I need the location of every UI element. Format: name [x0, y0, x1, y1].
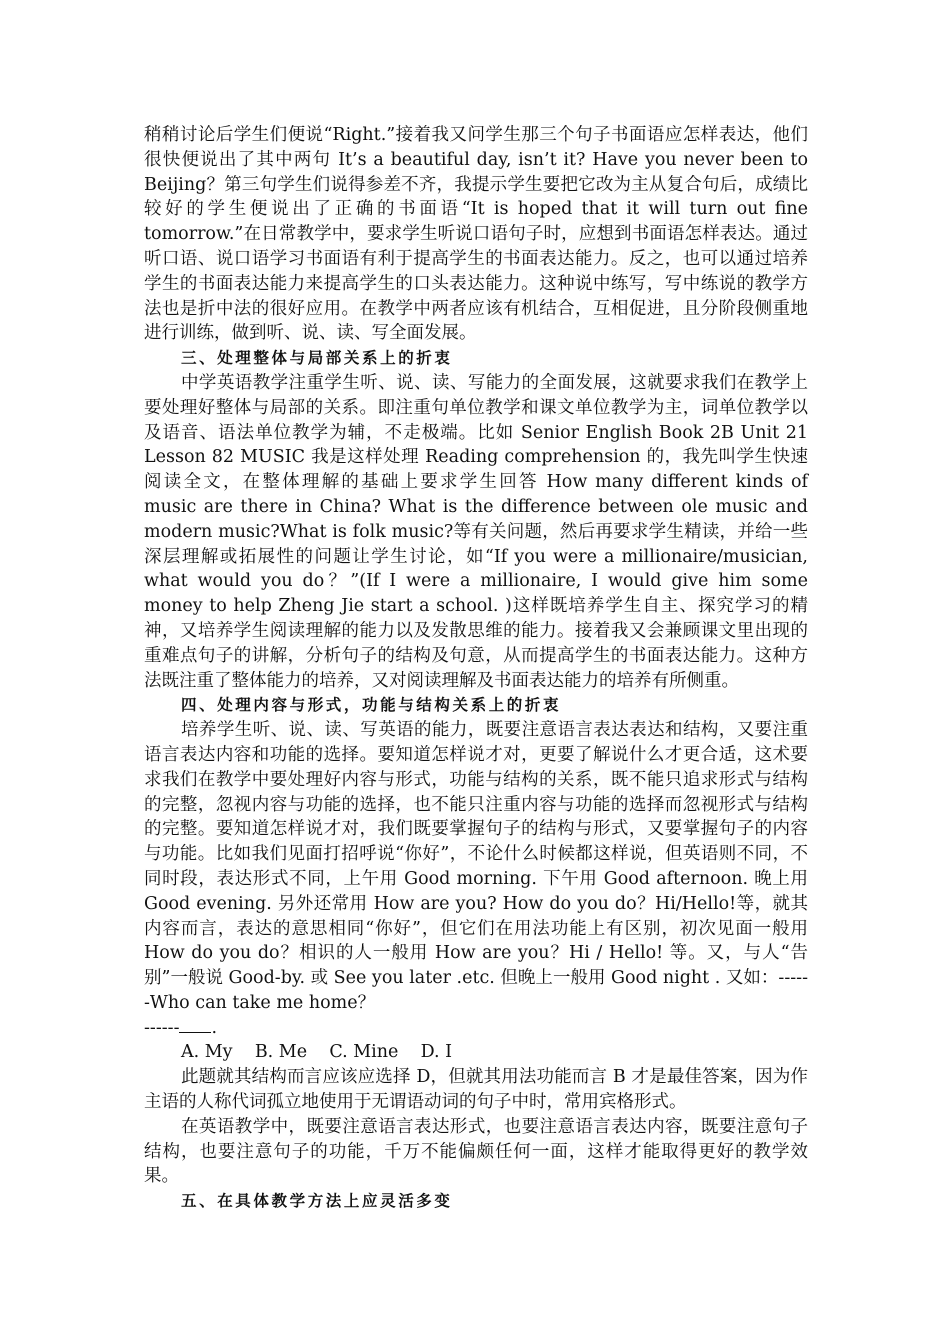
quiz-prefix: ------ [144, 1017, 180, 1038]
paragraph-section-3: 中学英语教学注重学生听、说、读、写能力的全面发展，这就要求我们在教学上要处理好整体与局部的关系。即注重句单位教学和课文单位教学为主，词单位教学以及语音、语法单位教学为辅，不走极端。比如 Senior English Book 2B Unit 21 Lesson 82 MUSIC 我是这样处理 Reading comprehension 的，我先叫学生快速阅读全文，在整体理解的基础上要求学生回答 How many different kinds of music are there in China? What is the difference between ole music and modern music?What is folk music?等有关问题，然后再要求学生精读，并给一些深层理解或拓展性的问题让学生讨论，如“If you were a millionaire/musician, what would you do？”(If I were a millionaire, I would give him some money to help Zheng Jie start a school. )这样既培养学生自主、探究学习的精神，又培养学生阅读理解的能力以及发散思维的能力。接着我又会兼顾课文里出现的重难点句子的讲解，分析句子的结构及句意，从而提高学生的书面表达能力。这种方法既注重了整体能力的培养，又对阅读理解及书面表达能力的培养有所侧重。 [144, 372, 808, 691]
quiz-options: A. My B. Me C. Mine D. I [181, 1042, 453, 1063]
answer-blank [179, 1018, 211, 1033]
paragraph-intro: 稍稍讨论后学生们便说“Right.”接着我又问学生那三个句子书面语应怎样表达，他们很快便说出了其中两句 It’s a beautiful day, isn’t it? Have you never been to Beijing？第三句学生们说得参差不齐，我提示学生要把它改为主从复合句后，成绩比较好的学生便说出了正确的书面语“It is hoped that it will turn out fine tomorrow.”在日常教学中，要求学生听说口语句子时，应想到书面语怎样表达。通过听口语、说口语学习书面语有利于提高学生的书面表达能力。反之，也可以通过培养学生的书面表达能力来提高学生的口头表达能力。这种说中练写，写中练说的教学方法也是折中法的很好应用。在教学中两者应该有机结合，互相促进，且分阶段侧重地进行训练，做到听、说、读、写全面发展。 [144, 125, 808, 344]
section-heading-5: 五、在具体教学方法上应灵活多变 [181, 1191, 453, 1211]
section-heading-3: 三、处理整体与局部关系上的折衷 [181, 348, 453, 368]
section-heading-4: 四、处理内容与形式，功能与结构关系上的折衷 [181, 695, 562, 715]
paragraph-section-4: 培养学生听、说、读、写英语的能力，既要注意语言表达表达和结构，又要注重语言表达内容和功能的选择。要知道怎样说才对，更要了解说什么才更合适，这术要求我们在教学中要处理好内容与形式，功能与结构的关系，既不能只追求形式与结构的完整，忽视内容与功能的选择，也不能只注重内容与功能的选择而忽视形式与结构的完整。要知道怎样说才对，我们既要掌握句子的结构与形式，又要掌握句子的内容与功能。比如我们见面打招呼说“你好”，不论什么时候都这样说，但英语则不同，不同时段，表达形式不同，上午用 Good morning. 下午用 Good afternoon. 晚上用 Good evening. 另外还常用 How are you? How do you do？Hi/Hello!等，就其内容而言，表达的意思相同“你好”，但它们在用法功能上有区别，初次见面一般用 How do you do？相识的人一般用 How are you？Hi / Hello! 等。又，与人“告别”一般说 Good-by. 或 See you later .etc. 但晚上一般用 Good night . 又如：------Who can take me home？ [144, 720, 808, 1013]
quiz-answer-line [144, 1016, 808, 1041]
quiz-suffix: . [211, 1017, 218, 1038]
paragraph-answer: 此题就其结构而言应该应选择 D，但就其用法功能而言 B 才是最佳答案，因为作主语的人称代词孤立地使用于无谓语动词的句子中时，常用宾格形式。 [144, 1067, 808, 1113]
paragraph-summary: 在英语教学中，既要注意语言表达形式，也要注意语言表达内容，既要注意句子结构，也要注意句子的功能，千万不能偏颇任何一面，这样才能取得更好的教学效果。 [144, 1116, 808, 1187]
document-page [144, 123, 808, 1214]
